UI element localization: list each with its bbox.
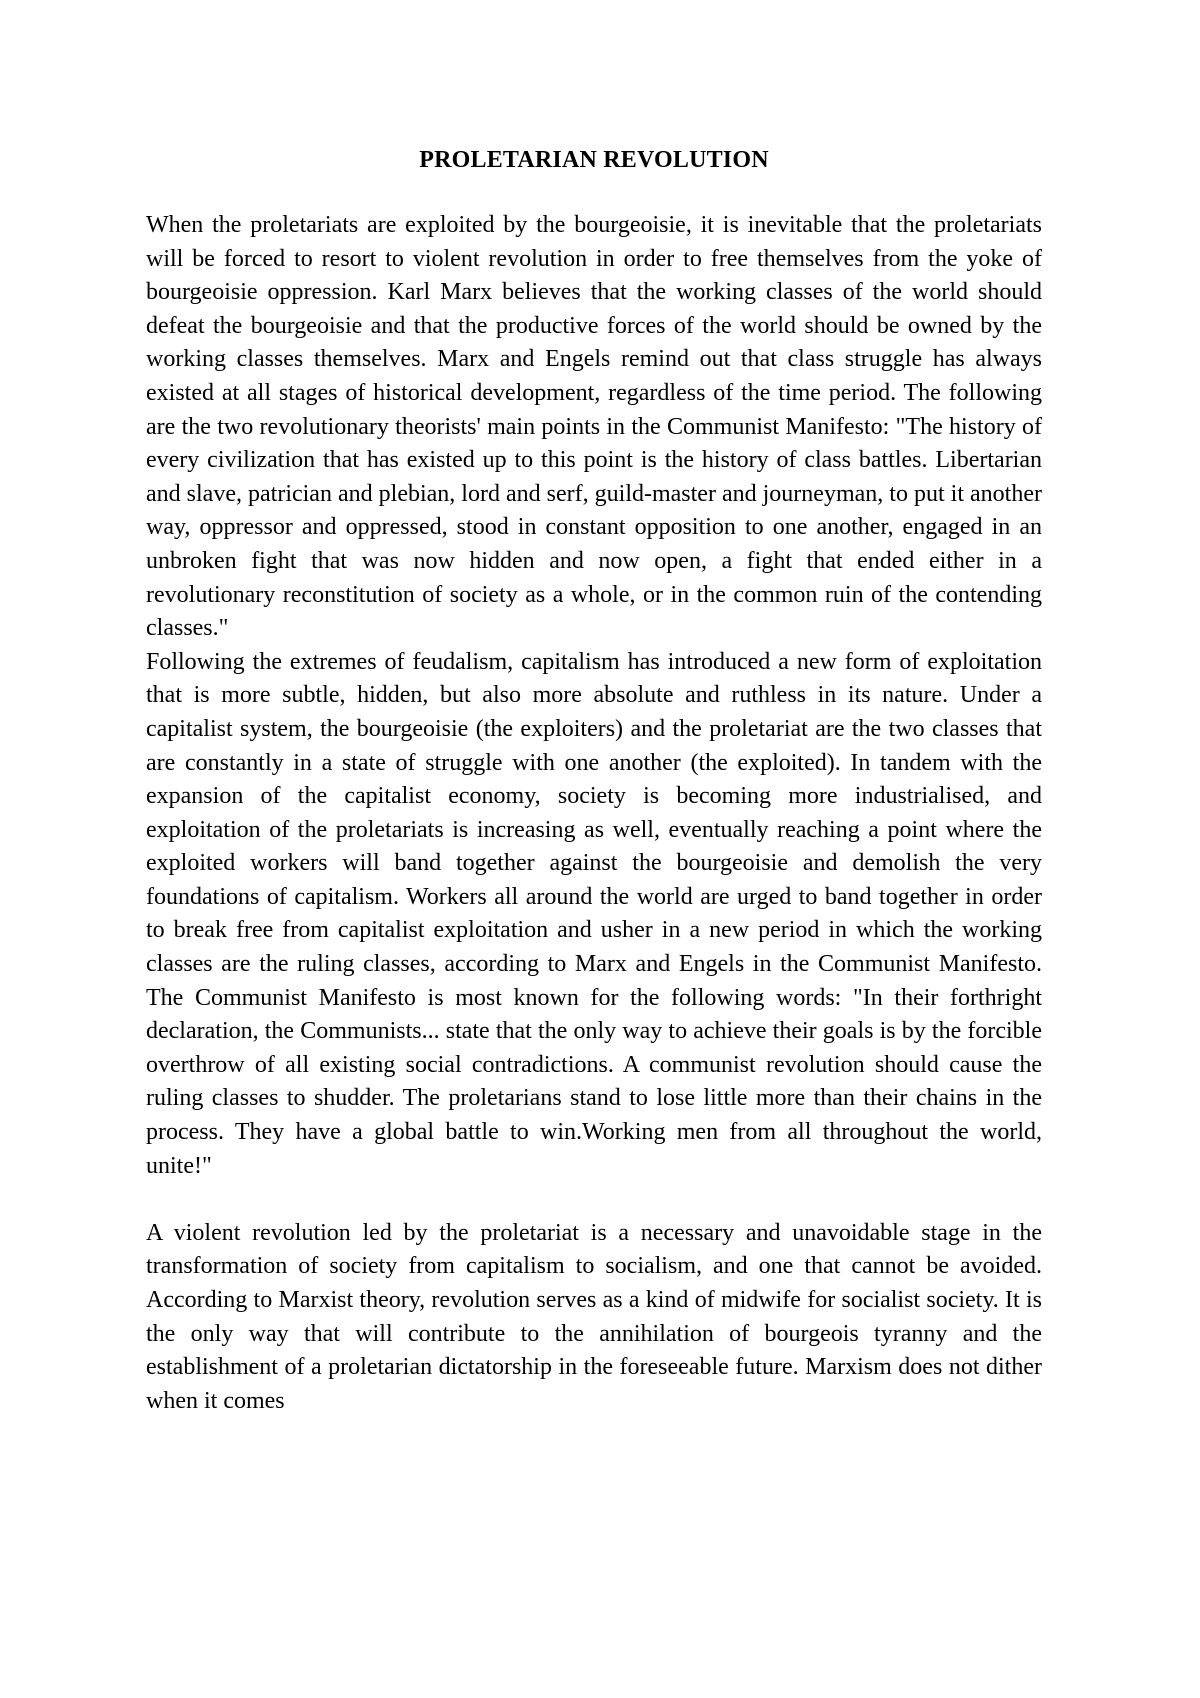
paragraph-3: A violent revolution led by the proletariat is a necessary and unavoidable stage in the transformation of society from capitalism to socialism, and one that cannot be avoided. According to Marxist theory, revolution serves as a kind of midwife for socialist society. It is the only way that will contribute to the annihilation of bourgeois tyranny and the establishment of a proletarian dictatorship in the foreseeable future. Marxism does not dither when it comes	[146, 1219, 1042, 1414]
paragraph-1: When the proletariats are exploited by the bourgeoisie, it is inevitable that the proletariats will be forced to resort to violent revolution in order to free themselves from the yoke of bourgeoisie oppression. Karl Marx believes that the working classes of the world should defeat the bourgeoisie and that the productive forces of the world should be owned by the working classes themselves. Marx and Engels remind out that class struggle has always existed at all stages of historical development, regardless of the time period. The following are the two revolutionary theorists' main points in the Communist Manifesto: "The history of every civilization that has existed up to this point is the history of class battles. Libertarian and slave, patrician and plebian, lord and serf, guild-master and journeyman, to put it another way, oppressor and oppressed, stood in constant opposition to one another, engaged in an unbroken fight that was now hidden and now open, a fight that ended either in a revolutionary reconstitution of society as a whole, or in the common ruin of the contending classes."	[146, 212, 1042, 642]
paragraph-2: Following the extremes of feudalism, capitalism has introduced a new form of exploitation that is more subtle, hidden, but also more absolute and ruthless in its nature. Under a capitalist system, the bourgeoisie (the exploiters) and the proletariat are the two classes that are constantly in a state of struggle with one another (the exploited). In tandem with the expansion of the capitalist economy, society is becoming more industrialised, and exploitation of the proletariats is increasing as well, eventually reaching a point where the exploited workers will band together against the bourgeoisie and demolish the very foundations of capitalism. Workers all around the world are urged to band together in order to break free from capitalist exploitation and usher in a new period in which the working classes are the ruling classes, according to Marx and Engels in the Communist Manifesto. The Communist Manifesto is most known for the following words: "In their forthright declaration, the Communists... state that the only way to achieve their goals is by the forcible overthrow of all existing social contradictions. A communist revolution should cause the ruling classes to shudder. The proletarians stand to lose little more than their chains in the process. They have a global battle to win.Working men from all throughout the world, unite!"	[146, 648, 1042, 1179]
document-body	[146, 143, 1042, 1418]
document-title: PROLETARIAN REVOLUTION	[419, 147, 769, 173]
paragraph-spacer	[146, 1183, 1042, 1217]
